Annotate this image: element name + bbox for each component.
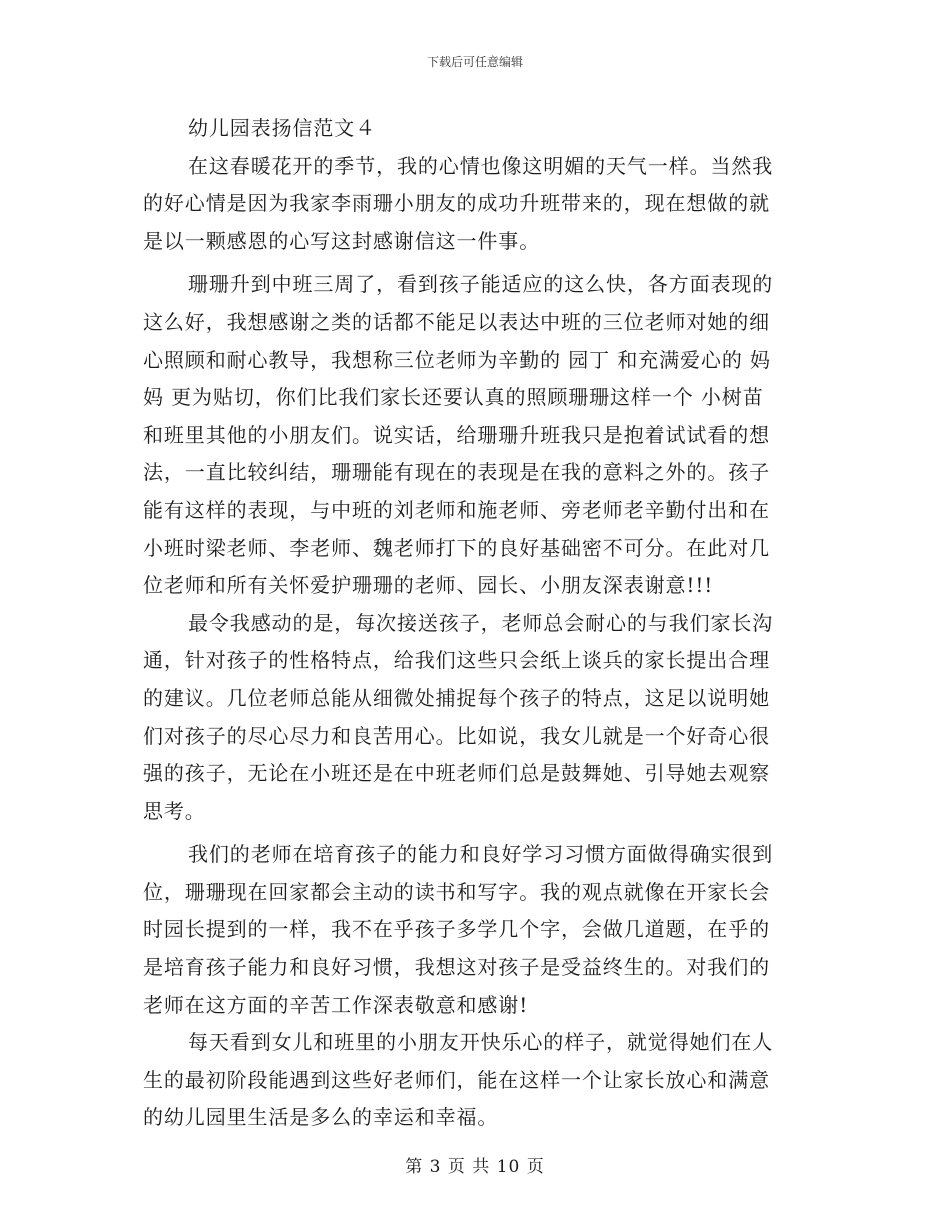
text-line: 心照顾和耐心教导，我想称三位老师为辛勤的 园丁 和充满爱心的 妈: [143, 347, 771, 372]
text-line: 老师在这方面的辛苦工作深表敬意和感谢!: [143, 992, 529, 1017]
text-line: 能有这样的表现，与中班的刘老师和施老师、旁老师老辛勤付出和在: [143, 497, 770, 522]
document-body: [143, 110, 807, 1137]
text-line: 思考。: [143, 798, 206, 823]
text-line: 最令我感动的是，每次接送孩子，老师总会耐心的与我们家长沟: [188, 610, 774, 635]
page-header-note: 下载后可任意编辑: [426, 55, 523, 69]
text-line: 们对孩子的尽心尽力和良苦用心。比如说，我女儿就是一个好奇心很: [143, 723, 770, 748]
text-line: 位老师和所有关怀爱护珊珊的老师、园长、小朋友深表谢意!!!: [143, 573, 714, 598]
text-line: 的建议。几位老师总能从细微处捕捉每个孩子的特点，这足以说明她: [143, 685, 770, 710]
text-line: 每天看到女儿和班里的小朋友开快乐心的样子，就觉得她们在人: [188, 1030, 774, 1055]
text-line: 是培育孩子能力和良好习惯，我想这对孩子是受益终生的。对我们的: [143, 955, 770, 980]
text-line: 法，一直比较纠结，珊珊能有现在的表现是在我的意料之外的。孩子: [143, 460, 770, 485]
text-line: 位，珊珊现在回家都会主动的读书和写字。我的观点就像在开家长会: [143, 879, 770, 904]
text-line: 的幼儿园里生活是多么的幸运和幸福。: [143, 1105, 499, 1130]
text-line: 我们的老师在培育孩子的能力和良好学习习惯方面做得确实很到: [188, 842, 774, 867]
text-line: 通，针对孩子的性格特点，给我们这些只会纸上谈兵的家长提出合理: [143, 648, 770, 673]
page-number-footer: 第 3 页 共 10 页: [405, 1157, 545, 1177]
text-line: 的好心情是因为我家李雨珊小朋友的成功升班带来的，现在想做的就: [143, 191, 770, 216]
text-line: 生的最初阶段能遇到这些好老师们，能在这样一个让家长放心和满意: [143, 1067, 770, 1092]
text-line: 珊珊升到中班三周了，看到孩子能适应的这么快，各方面表现的: [188, 272, 774, 297]
text-line: 在这春暖花开的季节，我的心情也像这明媚的天气一样。当然我: [188, 153, 774, 178]
document-title: 幼儿园表扬信范文４: [188, 116, 377, 140]
text-line: 这么好，我想感谢之类的话都不能足以表达中班的三位老师对她的细: [143, 309, 770, 334]
text-line: 是以一颗感恩的心写这封感谢信这一件事。: [143, 228, 541, 253]
text-line: 时园长提到的一样，我不在乎孩子多学几个字，会做几道题，在乎的: [143, 917, 770, 942]
text-line: 强的孩子，无论在小班还是在中班老师们总是鼓舞她、引导她去观察: [143, 761, 770, 786]
text-line: 小班时梁老师、李老师、魏老师打下的良好基础密不可分。在此对几: [143, 535, 770, 560]
text-line: 和班里其他的小朋友们。说实话，给珊珊升班我只是抱着试试看的想: [143, 422, 770, 447]
text-line: 妈 更为贴切，你们比我们家长还要认真的照顾珊珊这样一个 小树苗: [143, 385, 764, 410]
